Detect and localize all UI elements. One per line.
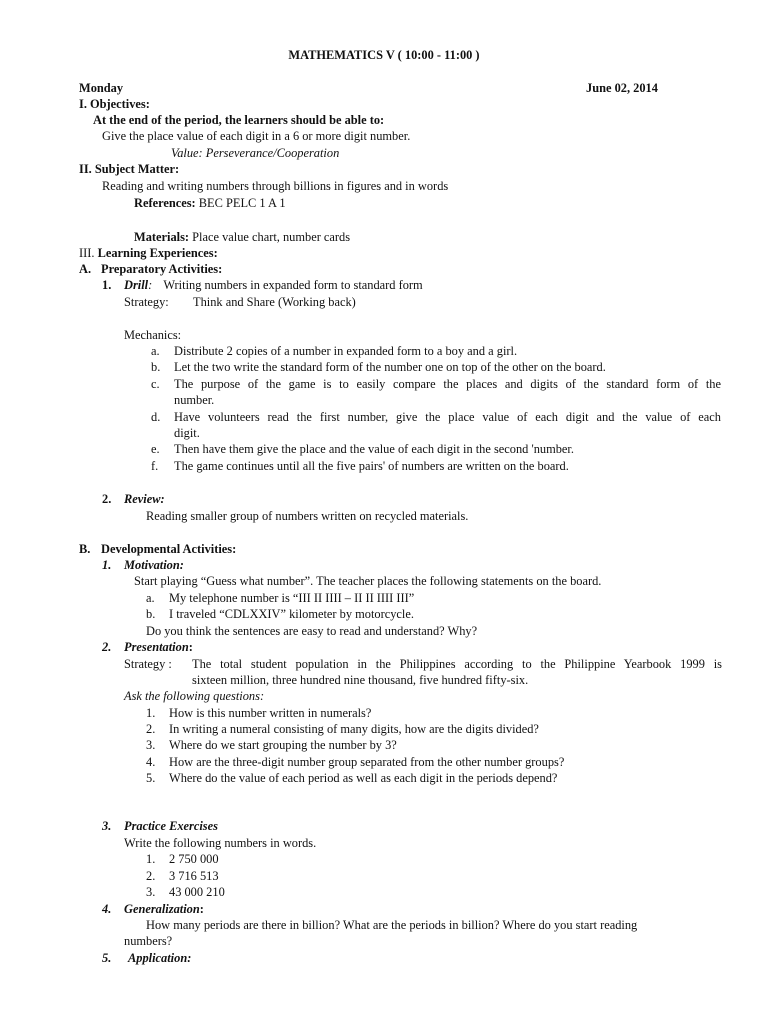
question-1-marker: 1. bbox=[146, 706, 156, 720]
mechanic-a-text: Distribute 2 copies of a number in expanded form to a boy and a girl. bbox=[174, 344, 518, 358]
ask-questions-label: Ask the following questions: bbox=[124, 689, 265, 703]
mechanic-c-text: The purpose of the game is to easily compare the places and digits of the standard form of the bbox=[174, 377, 721, 391]
objectives-goal: Give the place value of each digit in a 6 or more digit number. bbox=[102, 129, 411, 143]
motivation-question: Do you think the sentences are easy to read and understand? Why? bbox=[146, 624, 478, 638]
section-b-title: Developmental Activities: bbox=[101, 542, 237, 556]
mechanic-b-text: Let the two write the standard form of the number one on top of the other on the board. bbox=[174, 360, 606, 374]
practice-1-text: 2 750 000 bbox=[169, 852, 219, 866]
generalization-label: Generalization bbox=[124, 902, 200, 916]
review-num: 2. bbox=[102, 492, 112, 506]
generalization-text-cont: numbers? bbox=[124, 934, 173, 948]
mechanic-d-marker: d. bbox=[151, 410, 161, 424]
objectives-intro: At the end of the period, the learners should be able to: bbox=[93, 113, 385, 127]
presentation-strategy-text: The total student population in the Philippines according to the Philippine Yearbook 1999 is bbox=[192, 657, 722, 671]
objectives-value: Value: Perseverance/Cooperation bbox=[171, 146, 340, 160]
presentation-colon: : bbox=[188, 640, 193, 654]
review-text: Reading smaller group of numbers written on recycled materials. bbox=[146, 509, 469, 523]
application-num: 5. bbox=[102, 951, 112, 965]
subject-matter-heading: II. Subject Matter: bbox=[79, 162, 180, 176]
practice-num: 3. bbox=[102, 819, 112, 833]
generalization-num: 4. bbox=[102, 902, 112, 916]
drill-text: Writing numbers in expanded form to standard form bbox=[163, 278, 423, 292]
question-3-text: Where do we start grouping the number by 3? bbox=[169, 738, 397, 752]
materials-value: Place value chart, number cards bbox=[192, 230, 351, 244]
mechanics-label: Mechanics: bbox=[124, 328, 182, 342]
question-3-marker: 3. bbox=[146, 738, 156, 752]
mechanic-d-text-cont: digit. bbox=[174, 426, 200, 440]
presentation-label: Presentation bbox=[124, 640, 189, 654]
motivation-a-marker: a. bbox=[146, 591, 155, 605]
motivation-label: Motivation: bbox=[124, 558, 184, 572]
mechanic-a-marker: a. bbox=[151, 344, 160, 358]
section-a-label: A. bbox=[79, 262, 92, 276]
motivation-a-text: My telephone number is “III II IIII – II II IIII III” bbox=[169, 591, 415, 605]
section-b-label: B. bbox=[79, 542, 91, 556]
learning-heading bbox=[79, 245, 218, 261]
mechanic-c-marker: c. bbox=[151, 377, 160, 391]
motivation-text: Start playing “Guess what number”. The teacher places the following statements on the board. bbox=[134, 574, 602, 588]
mechanic-e-text: Then have them give the place and the value of each digit in the second 'number. bbox=[174, 442, 574, 456]
practice-text: Write the following numbers in words. bbox=[124, 836, 317, 850]
mechanic-f-text: The game continues until all the five pairs' of numbers are written on the board. bbox=[174, 459, 569, 473]
mechanic-f-marker: f. bbox=[151, 459, 159, 473]
references-value: BEC PELC 1 A 1 bbox=[198, 196, 286, 210]
mechanic-c-text-cont: number. bbox=[174, 393, 215, 407]
mechanic-e-marker: e. bbox=[151, 442, 160, 456]
presentation-strategy-text-cont: sixteen million, three hundred nine thousand, five hundred fifty-six. bbox=[192, 673, 529, 687]
question-5-marker: 5. bbox=[146, 771, 156, 785]
generalization-text: How many periods are there in billion? What are the periods in billion? Where do you start reading bbox=[146, 918, 638, 932]
practice-2-marker: 2. bbox=[146, 869, 156, 883]
motivation-b-text: I traveled “CDLXXIV” kilometer by motorcycle. bbox=[169, 607, 414, 621]
mechanic-b-marker: b. bbox=[151, 360, 161, 374]
objectives-heading: I. Objectives: bbox=[79, 97, 150, 111]
section-a-title: Preparatory Activities: bbox=[101, 262, 223, 276]
learning-num: III. bbox=[79, 246, 95, 260]
drill-label: Drill bbox=[124, 278, 149, 292]
drill-strategy-text: Think and Share (Working back) bbox=[193, 295, 356, 309]
question-4-marker: 4. bbox=[146, 755, 156, 769]
practice-2-text: 3 716 513 bbox=[169, 869, 219, 883]
question-2-marker: 2. bbox=[146, 722, 156, 736]
references-label: References: bbox=[134, 196, 196, 210]
drill-strategy-label: Strategy: bbox=[124, 295, 169, 309]
practice-3-marker: 3. bbox=[146, 885, 156, 899]
materials-label: Materials: bbox=[134, 230, 190, 244]
practice-3-text: 43 000 210 bbox=[169, 885, 225, 899]
page-title: MATHEMATICS V ( 10:00 - 11:00 ) bbox=[288, 48, 480, 62]
subject-matter-topic: Reading and writing numbers through billions in figures and in words bbox=[102, 179, 449, 193]
presentation-num: 2. bbox=[102, 640, 112, 654]
application-label: Application: bbox=[128, 951, 192, 965]
generalization-colon: : bbox=[199, 902, 204, 916]
mechanic-d-text: Have volunteers read the first number, give the place value of each digit and the value of each bbox=[174, 410, 721, 424]
drill-num: 1. bbox=[102, 278, 112, 292]
question-5-text: Where do the value of each period as well as each digit in the periods depend? bbox=[169, 771, 558, 785]
materials-line bbox=[134, 229, 350, 245]
motivation-num: 1. bbox=[102, 558, 112, 572]
question-2-text: In writing a numeral consisting of many digits, how are the digits divided? bbox=[169, 722, 539, 736]
references-line bbox=[134, 195, 286, 211]
presentation-strategy-label: Strategy : bbox=[124, 657, 172, 671]
date-label: June 02, 2014 bbox=[586, 81, 658, 95]
learning-title: Learning Experiences: bbox=[97, 246, 218, 260]
review-label: Review: bbox=[124, 492, 165, 506]
practice-label: Practice Exercises bbox=[124, 819, 218, 833]
motivation-b-marker: b. bbox=[146, 607, 156, 621]
drill-line bbox=[124, 277, 423, 293]
drill-colon: : bbox=[148, 278, 153, 292]
generalization-line bbox=[124, 901, 204, 917]
presentation-line bbox=[124, 639, 193, 655]
question-1-text: How is this number written in numerals? bbox=[169, 706, 372, 720]
day-label: Monday bbox=[79, 81, 124, 95]
question-4-text: How are the three-digit number group separated from the other number groups? bbox=[169, 755, 565, 769]
practice-1-marker: 1. bbox=[146, 852, 156, 866]
